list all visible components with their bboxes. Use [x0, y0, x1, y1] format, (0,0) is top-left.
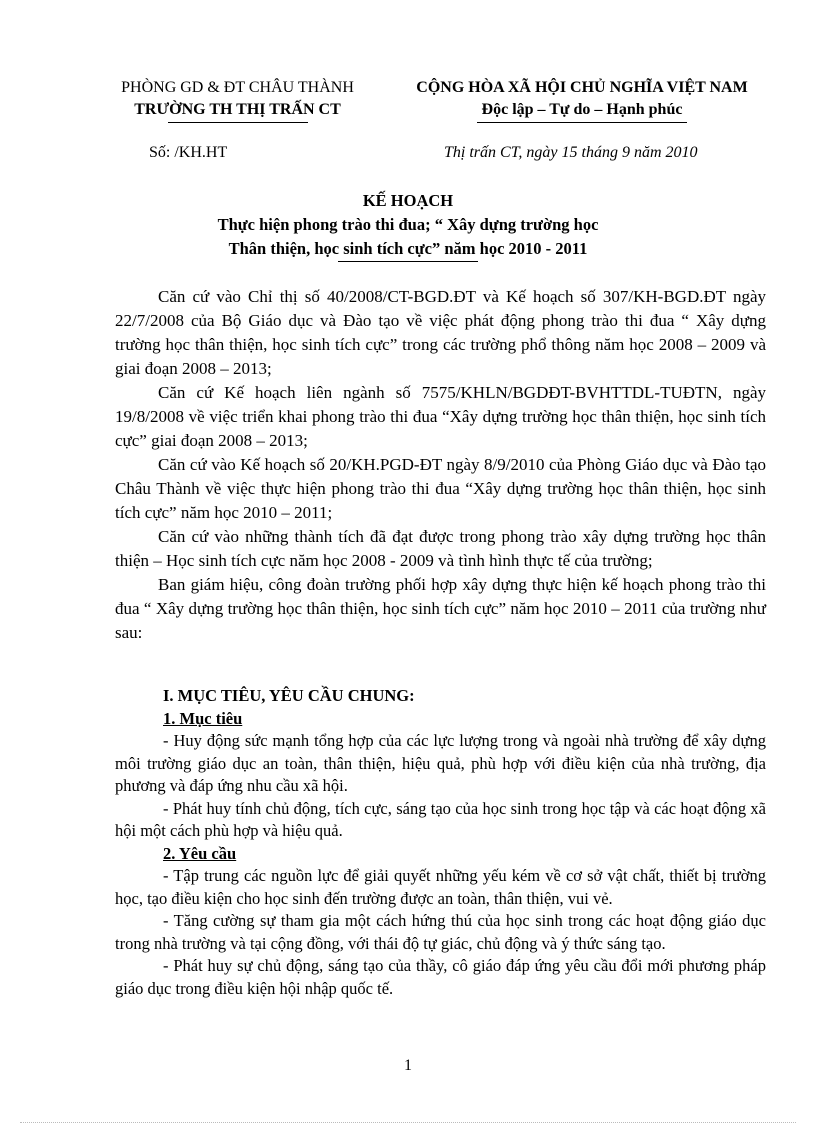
list-item: - Tăng cường sự tham gia một cách hứng thú của học sinh trong các hoạt động giáo dục trong nhà trường và tại cộng đồng, với thái độ tự giác, chủ động và ý thức sáng tạo.	[115, 911, 766, 953]
paragraph: Căn cứ Kế hoạch liên ngành số 7575/KHLN/BGDĐT-BVHTTDL-TUĐTN, ngày 19/8/2008 về việc triển khai phong trào thi đua “Xây dựng trường học thân thiện, học sinh tích cực” giai đoạn 2008 – 2013;	[115, 383, 766, 450]
document-number: Số: /KH.HT	[149, 144, 228, 161]
list-item: - Phát huy sự chủ động, sáng tạo của thầy, cô giáo đáp ứng yêu cầu đổi mới phương pháp giáo dục trong điều kiện hội nhập quốc tế.	[115, 956, 766, 998]
motto: Độc lập – Tự do – Hạnh phúc	[481, 101, 683, 118]
list-item: - Huy động sức mạnh tổng hợp của các lực lượng trong và ngoài nhà trường để xây dựng môi trường giáo dục an toàn, thân thiện, hiệu quả, phù hợp với điều kiện của nhà trường, địa phương và đáp ứng nhu cầu xã hội.	[115, 731, 766, 795]
document-title	[0, 189, 816, 262]
page-number: 1	[404, 1057, 412, 1074]
paragraph: Căn cứ vào những thành tích đã đạt được trong phong trào xây dựng trường học thân thiện – Học sinh tích cực năm học 2008 - 2009 và tình hình thực tế của trường;	[115, 527, 766, 570]
document-date: Thị trấn CT, ngày 15 tháng 9 năm 2010	[444, 144, 698, 161]
country-name: CỘNG HÒA XÃ HỘI CHỦ NGHĨA VIỆT NAM	[416, 79, 748, 96]
national-header	[392, 77, 772, 123]
list-item: - Phát huy tính chủ động, tích cực, sáng tạo của học sinh trong học tập và các hoạt động xã hội một cách phù hợp và hiệu quả.	[115, 798, 766, 840]
paragraph: Ban giám hiệu, công đoàn trường phối hợp xây dựng thực hiện kế hoạch phong trào thi đua “ Xây dựng trường học thân thiện, học sinh tích cực” năm học 2010 – 2011 của trường như sau:	[115, 575, 766, 642]
list-item: - Tập trung các nguồn lực để giải quyết những yếu kém về cơ sở vật chất, thiết bị trường học, tạo điều kiện cho học sinh đến trường được an toàn, thân thiện, vui vẻ.	[115, 866, 766, 908]
school-name: TRƯỜNG TH THỊ TRẤN CT	[134, 101, 341, 118]
issuer-block	[100, 77, 375, 123]
issuer-underline	[168, 122, 308, 123]
subsection-heading-goals: 1. Mục tiêu	[163, 708, 243, 728]
motto-underline	[477, 122, 687, 123]
preamble	[115, 285, 766, 645]
section-heading: I. MỤC TIÊU, YÊU CẦU CHUNG:	[163, 686, 415, 705]
title-underline	[338, 261, 478, 262]
paragraph: Căn cứ vào Chỉ thị số 40/2008/CT-BGD.ĐT và Kế hoạch số 307/KH-BGD.ĐT ngày 22/7/2008 của Bộ Giáo dục và Đào tạo về việc phát động phong trào thi đua “ Xây dựng trường học thân thiện, học sinh tích cực” trong các trường phổ thông năm học 2008 – 2009 và giai đoạn 2008 – 2013;	[115, 287, 766, 378]
title-line-3: Thân thiện, học sinh tích cực” năm học 2010 - 2011	[228, 239, 588, 258]
paragraph: Căn cứ vào Kế hoạch số 20/KH.PGD-ĐT ngày 8/9/2010 của Phòng Giáo dục và Đào tạo Châu Thành về việc thực hiện phong trào thi đua “Xây dựng trường học thân thiện, học sinh tích cực” năm học 2010 – 2011;	[115, 455, 766, 522]
section-1	[115, 685, 766, 1000]
title-line-1: KẾ HOẠCH	[362, 191, 454, 210]
subsection-heading-requirements: 2. Yêu cầu	[163, 843, 237, 863]
department-name: PHÒNG GD & ĐT CHÂU THÀNH	[121, 79, 354, 96]
title-line-2: Thực hiện phong trào thi đua; “ Xây dựng trường học	[217, 215, 599, 234]
